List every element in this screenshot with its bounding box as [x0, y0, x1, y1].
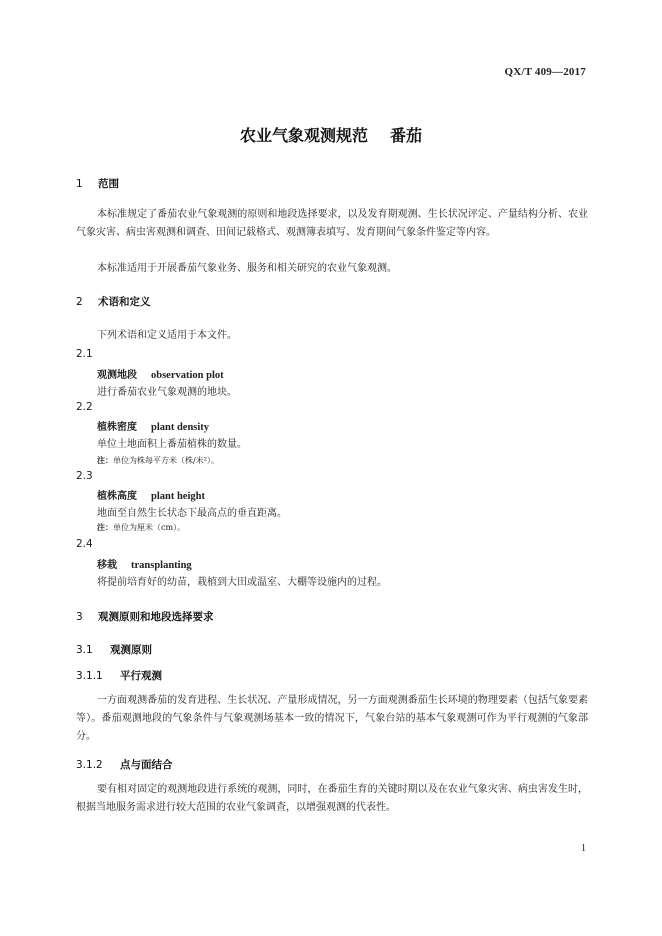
section-3-1-2-paragraph: 要有相对固定的观测地段进行系统的观测，同时，在番茄生育的关键时期以及在农业气象灾害、病虫害发生时，根据当地服务需求进行较大范围的农业气象调查，以增强观测的代表性。: [76, 784, 588, 813]
standard-code: QX/T 409—2017: [504, 66, 586, 78]
term-2-1-number: 2.1: [76, 348, 93, 360]
page-number: 1: [581, 843, 586, 854]
section-3-1-1-heading: 3.1.1 平行观测: [76, 670, 162, 682]
term-2-4-name: 移栽 transplanting: [97, 560, 192, 571]
section-1-paragraph-2: 本标准适用于开展番茄气象业务、服务和相关研究的农业气象观测。: [97, 263, 397, 274]
term-2-2-note: 注：单位为株每平方米（株/米²）。: [97, 456, 219, 465]
section-2-heading: 2 术语和定义: [76, 296, 151, 308]
document-title: [0, 123, 662, 146]
section-3-heading: 3 观测原则和地段选择要求: [76, 611, 214, 623]
term-2-2-definition: 单位土地面积上番茄植株的数量。: [97, 439, 247, 450]
term-2-3-number: 2.3: [76, 470, 93, 482]
term-2-1-name: 观测地段 observation plot: [97, 370, 224, 381]
term-2-1-definition: 进行番茄农业气象观测的地块。: [97, 387, 237, 398]
section-3-1-heading: 3.1 观测原则: [76, 644, 152, 656]
term-2-2-number: 2.2: [76, 401, 93, 413]
section-2-intro: 下列术语和定义适用于本文件。: [97, 330, 237, 341]
term-2-4-number: 2.4: [76, 538, 93, 550]
term-2-2-name: 植株密度 plant density: [97, 422, 210, 433]
term-2-3-definition: 地面至自然生长状态下最高点的垂直距离。: [97, 508, 287, 519]
document-title-main: 农业气象观测规范: [239, 126, 368, 145]
section-3-1-2-heading: 3.1.2 点与面结合: [76, 759, 173, 771]
term-2-4-definition: 将提前培育好的幼苗，栽植到大田或温室、大棚等设施内的过程。: [97, 577, 387, 588]
term-2-3-name: 植株高度 plant height: [97, 491, 205, 502]
document-title-sub: 番茄: [390, 126, 423, 145]
term-2-3-note: 注：单位为厘米（cm）。: [97, 523, 186, 532]
section-1-heading: 1 范围: [76, 178, 119, 190]
section-3-1-1-paragraph: 一方面观测番茄的发育进程、生长状况、产量形成情况，另一方面观测番茄生长环境的物理要素（包括气象要素等）。番茄观测地段的气象条件与气象观测场基本一致的情况下，气象台站的基本气象观测可作为平行观测的气象部分。: [76, 695, 588, 742]
section-1-paragraph-1: 本标准规定了番茄农业气象观测的原则和地段选择要求，以及发育期观测、生长状况评定、产量结构分析、农业气象灾害、病虫害观测和调查、田间记载格式、观测簿表填写、发育期间气象条件鉴定等内容。: [76, 209, 588, 238]
